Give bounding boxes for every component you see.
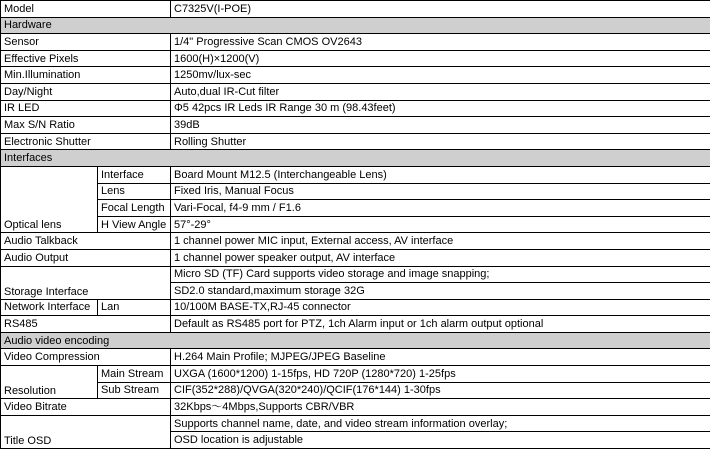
sub-main-stream: Main Stream (98, 366, 171, 383)
row-effective-pixels (1, 50, 710, 67)
row-max-sn (1, 117, 710, 134)
value-audio-talkback: 1 channel power MIC input, External access, AV interface (171, 233, 710, 250)
value-network: 10/100M BASE-TX,RJ-45 connector (171, 299, 710, 316)
value-lens: Fixed Iris, Manual Focus (171, 183, 710, 200)
value-title-osd-line-2: OSD location is adjustable (171, 432, 710, 449)
row-optical-lens-focal (1, 200, 710, 217)
section-hardware (1, 17, 710, 34)
value-shutter: Rolling Shutter (171, 133, 710, 150)
label-network: Network Interface (1, 299, 98, 316)
value-view-angle: 57°-29° (171, 216, 710, 233)
value-ir-led: Φ5 42pcs IR Leds IR Range 30 m (98.43feet) (171, 100, 710, 117)
value-storage-line-2: SD2.0 standard,maximum storage 32G (171, 283, 710, 300)
label-video-compression: Video Compression (1, 349, 171, 366)
row-resolution-main (1, 366, 710, 383)
label-min-illumination: Min.Illumination (1, 67, 171, 84)
label-resolution: Resolution (1, 366, 98, 399)
label-ir-led: IR LED (1, 100, 171, 117)
sub-lan: Lan (98, 299, 171, 316)
label-max-sn: Max S/N Ratio (1, 117, 171, 134)
label-video-bitrate: Video Bitrate (1, 399, 171, 416)
value-max-sn: 39dB (171, 117, 710, 134)
value-effective-pixels: 1600(H)×1200(V) (171, 50, 710, 67)
label-sensor: Sensor (1, 34, 171, 51)
row-shutter (1, 133, 710, 150)
label-effective-pixels: Effective Pixels (1, 50, 171, 67)
row-min-illumination (1, 67, 710, 84)
value-video-bitrate: 32Kbps～4Mbps,Supports CBR/VBR (171, 399, 710, 416)
value-focal-length: Vari-Focal, f4-9 mm / F1.6 (171, 200, 710, 217)
value-lens-interface: Board Mount M12.5 (Interchangeable Lens) (171, 166, 710, 183)
section-hardware-title: Hardware (1, 17, 710, 34)
row-audio-output (1, 249, 710, 266)
row-optical-lens-lens (1, 183, 710, 200)
sub-focal-length: Focal Length (98, 200, 171, 217)
label-shutter: Electronic Shutter (1, 133, 171, 150)
row-optical-lens-view-angle (1, 216, 710, 233)
row-storage-1 (1, 266, 710, 283)
row-video-compression (1, 349, 710, 366)
row-audio-talkback (1, 233, 710, 250)
section-audio-video-title: Audio video encoding (1, 332, 710, 349)
value-title-osd-line-1: Supports channel name, date, and video stream information overlay; (171, 415, 710, 432)
row-rs485 (1, 316, 710, 333)
value-video-compression: H.264 Main Profile; MJPEG/JPEG Baseline (171, 349, 710, 366)
section-audio-video (1, 332, 710, 349)
value-sensor: 1/4" Progressive Scan CMOS OV2643 (171, 34, 710, 51)
row-network (1, 299, 710, 316)
row-day-night (1, 83, 710, 100)
row-resolution-sub (1, 382, 710, 399)
label-rs485: RS485 (1, 316, 171, 333)
label-optical-lens: Optical lens (1, 166, 98, 232)
value-model: C7325V(I-POE) (171, 1, 710, 18)
sub-sub-stream: Sub Stream (98, 382, 171, 399)
section-interfaces-title: Interfaces (1, 150, 710, 167)
section-interfaces (1, 150, 710, 167)
value-sub-stream: CIF(352*288)/QVGA(320*240)/QCIF(176*144) 1-30fps (171, 382, 710, 399)
label-audio-output: Audio Output (1, 249, 171, 266)
label-storage: Storage Interface (1, 266, 171, 299)
sub-view-angle: H View Angle (98, 216, 171, 233)
value-rs485: Default as RS485 port for PTZ, 1ch Alarm input or 1ch alarm output optional (171, 316, 710, 333)
value-min-illumination: 1250mv/lux-sec (171, 67, 710, 84)
value-main-stream: UXGA (1600*1200) 1-15fps, HD 720P (1280*720) 1-25fps (171, 366, 710, 383)
label-day-night: Day/Night (1, 83, 171, 100)
row-ir-led (1, 100, 710, 117)
value-audio-output: 1 channel power speaker output, AV interface (171, 249, 710, 266)
row-sensor (1, 34, 710, 51)
label-audio-talkback: Audio Talkback (1, 233, 171, 250)
sub-lens-interface: Interface (98, 166, 171, 183)
row-model (1, 1, 710, 18)
row-title-osd-1 (1, 415, 710, 432)
row-video-bitrate (1, 399, 710, 416)
label-title-osd: Title OSD (1, 415, 171, 448)
row-optical-lens-interface (1, 166, 710, 183)
sub-lens: Lens (98, 183, 171, 200)
label-model: Model (1, 1, 171, 18)
value-day-night: Auto,dual IR-Cut filter (171, 83, 710, 100)
value-storage-line-1: Micro SD (TF) Card supports video storage and image snapping; (171, 266, 710, 283)
